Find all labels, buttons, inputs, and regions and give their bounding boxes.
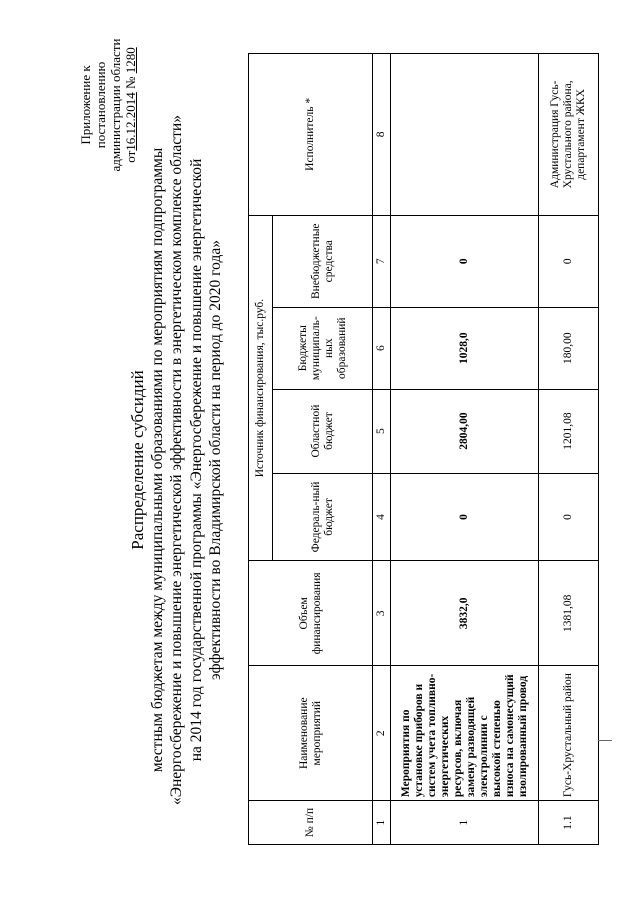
title-line5: эффективности во Владимирской области на период до 2020 года» (207, 240, 224, 680)
row-regional: 1201,08 (539, 389, 599, 473)
col-number: 1 (373, 801, 391, 845)
document-title (128, 75, 226, 845)
row-executor: Администрация Гусь-Хрустального района, департамент ЖКХ (539, 54, 599, 216)
subsidy-table (248, 53, 599, 845)
header-row-1 (249, 54, 273, 845)
header-sources: Источник финансирования, тыс.руб. (249, 215, 273, 561)
row-name: Гусь-Хрустальный район (539, 666, 599, 801)
row-municipal: 1028,0 (391, 307, 539, 389)
row-extra: 0 (391, 215, 539, 307)
header-regional: Областной бюджет (273, 389, 373, 473)
row-name: Мероприятия по установке приборов и систем учета топливно-энергетических ресурсов, включая замену разводящей электролинии с высокой степенью износа на самонесущий изолированный провод (391, 666, 539, 801)
row-num: 1.1 (539, 801, 599, 845)
header-name: Наименование мероприятий (249, 666, 373, 801)
appendix-line1: Приложение к постановлению (78, 61, 108, 149)
appendix-date-prefix: от (123, 150, 138, 163)
row-num: 1 (391, 801, 539, 845)
title-line3: «Энергосбережение и повышение энергетической эффективности в энергетическом комплексе области» (168, 115, 185, 805)
row-federal: 0 (539, 473, 599, 561)
row-executor (391, 54, 539, 216)
header-extra: Внебюджетные средства (273, 215, 373, 307)
appendix-number: 1280 (123, 47, 138, 74)
header-num: № п/п (249, 801, 373, 845)
col-number: 6 (373, 307, 391, 389)
col-number: 2 (373, 666, 391, 801)
appendix-line2: администрации области (108, 38, 123, 172)
row-regional: 2804,00 (391, 389, 539, 473)
column-number-row (373, 54, 391, 845)
header-municipal: Бюджеты муниципаль-ных образований (273, 307, 373, 389)
title-line2: местным бюджетам между муниципальными образованиями по мероприятиям подпрограммы (148, 147, 166, 773)
col-number: 7 (373, 215, 391, 307)
title-line1: Распределение субсидий (128, 370, 147, 550)
table-row (391, 54, 539, 845)
row-federal: 0 (391, 473, 539, 561)
appendix-number-sign: № (123, 76, 138, 89)
table-row (539, 54, 599, 845)
row-extra: 0 (539, 215, 599, 307)
scan-mark (598, 740, 612, 741)
row-volume: 3832,0 (391, 561, 539, 666)
row-municipal: 180,00 (539, 307, 599, 389)
col-number: 8 (373, 54, 391, 216)
header-volume: Объем финансирования (249, 561, 373, 666)
title-line4: на 2014 год государственной программы «Энергосбережение и повышение энергетической (187, 158, 205, 762)
col-number: 3 (373, 561, 391, 666)
col-number: 4 (373, 473, 391, 561)
header-federal: Федераль-ный бюджет (273, 473, 373, 561)
header-executor: Исполнитель * (249, 54, 373, 216)
appendix-date: 16.12.2014 (123, 92, 138, 151)
row-volume: 1381,08 (539, 561, 599, 666)
col-number: 5 (373, 389, 391, 473)
